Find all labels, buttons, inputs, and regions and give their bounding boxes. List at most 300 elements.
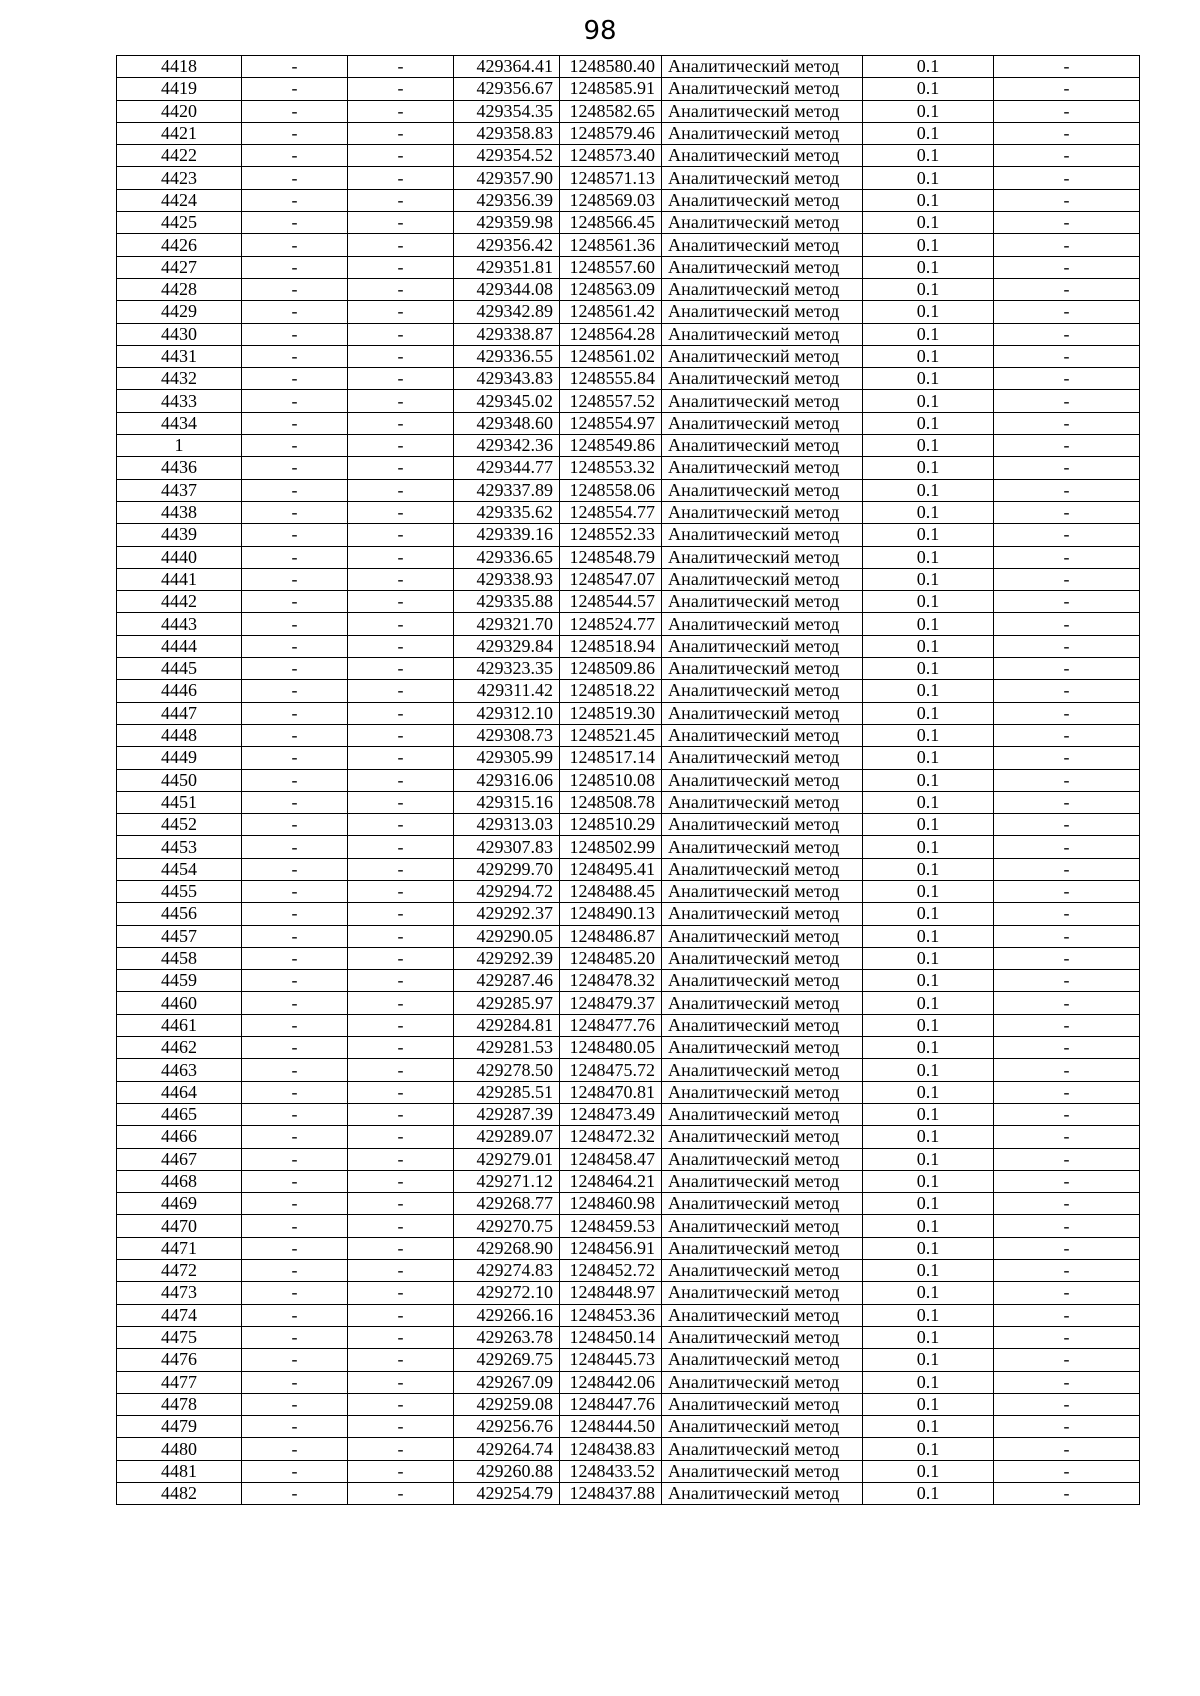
x-coordinate-cell: 429329.84 (454, 635, 560, 657)
empty-cell: - (348, 702, 454, 724)
x-coordinate-cell: 429269.75 (454, 1349, 560, 1371)
y-coordinate-cell: 1248510.29 (560, 814, 662, 836)
empty-cell: - (242, 368, 348, 390)
point-number-cell: 4468 (117, 1170, 242, 1192)
empty-cell: - (994, 947, 1140, 969)
table-row (117, 368, 1140, 390)
y-coordinate-cell: 1248561.42 (560, 301, 662, 323)
empty-cell: - (994, 1260, 1140, 1282)
empty-cell: - (242, 635, 348, 657)
y-coordinate-cell: 1248486.87 (560, 925, 662, 947)
method-cell: Аналитический метод (662, 903, 863, 925)
empty-cell: - (348, 880, 454, 902)
x-coordinate-cell: 429274.83 (454, 1260, 560, 1282)
table-row (117, 323, 1140, 345)
empty-cell: - (242, 591, 348, 613)
accuracy-cell: 0.1 (863, 412, 994, 434)
table-row (117, 390, 1140, 412)
method-cell: Аналитический метод (662, 1237, 863, 1259)
y-coordinate-cell: 1248444.50 (560, 1416, 662, 1438)
empty-cell: - (242, 546, 348, 568)
empty-cell: - (348, 501, 454, 523)
accuracy-cell: 0.1 (863, 546, 994, 568)
empty-cell: - (994, 1326, 1140, 1348)
empty-cell: - (348, 1416, 454, 1438)
method-cell: Аналитический метод (662, 1393, 863, 1415)
y-coordinate-cell: 1248478.32 (560, 970, 662, 992)
table-row (117, 1349, 1140, 1371)
accuracy-cell: 0.1 (863, 457, 994, 479)
empty-cell: - (994, 925, 1140, 947)
y-coordinate-cell: 1248548.79 (560, 546, 662, 568)
empty-cell: - (348, 122, 454, 144)
table-row (117, 1193, 1140, 1215)
x-coordinate-cell: 429335.62 (454, 501, 560, 523)
empty-cell: - (242, 1393, 348, 1415)
empty-cell: - (994, 769, 1140, 791)
y-coordinate-cell: 1248447.76 (560, 1393, 662, 1415)
x-coordinate-cell: 429285.51 (454, 1081, 560, 1103)
method-cell: Аналитический метод (662, 1148, 863, 1170)
empty-cell: - (994, 1371, 1140, 1393)
accuracy-cell: 0.1 (863, 970, 994, 992)
y-coordinate-cell: 1248524.77 (560, 613, 662, 635)
empty-cell: - (348, 1148, 454, 1170)
empty-cell: - (348, 1103, 454, 1125)
y-coordinate-cell: 1248566.45 (560, 212, 662, 234)
method-cell: Аналитический метод (662, 1126, 863, 1148)
x-coordinate-cell: 429266.16 (454, 1304, 560, 1326)
empty-cell: - (994, 390, 1140, 412)
method-cell: Аналитический метод (662, 591, 863, 613)
x-coordinate-cell: 429356.67 (454, 78, 560, 100)
empty-cell: - (242, 1483, 348, 1505)
empty-cell: - (348, 1170, 454, 1192)
x-coordinate-cell: 429268.77 (454, 1193, 560, 1215)
table-row (117, 78, 1140, 100)
table-row (117, 234, 1140, 256)
x-coordinate-cell: 429337.89 (454, 479, 560, 501)
empty-cell: - (242, 122, 348, 144)
method-cell: Аналитический метод (662, 1059, 863, 1081)
method-cell: Аналитический метод (662, 501, 863, 523)
method-cell: Аналитический метод (662, 836, 863, 858)
empty-cell: - (348, 1237, 454, 1259)
x-coordinate-cell: 429344.08 (454, 278, 560, 300)
point-number-cell: 4436 (117, 457, 242, 479)
table-row (117, 1393, 1140, 1415)
y-coordinate-cell: 1248459.53 (560, 1215, 662, 1237)
empty-cell: - (994, 724, 1140, 746)
x-coordinate-cell: 429256.76 (454, 1416, 560, 1438)
x-coordinate-cell: 429335.88 (454, 591, 560, 613)
empty-cell: - (348, 925, 454, 947)
empty-cell: - (994, 1014, 1140, 1036)
empty-cell: - (994, 323, 1140, 345)
empty-cell: - (242, 189, 348, 211)
accuracy-cell: 0.1 (863, 1014, 994, 1036)
empty-cell: - (994, 56, 1140, 78)
empty-cell: - (242, 1014, 348, 1036)
table-row (117, 1103, 1140, 1125)
accuracy-cell: 0.1 (863, 858, 994, 880)
accuracy-cell: 0.1 (863, 1260, 994, 1282)
empty-cell: - (348, 1215, 454, 1237)
empty-cell: - (348, 301, 454, 323)
point-number-cell: 4475 (117, 1326, 242, 1348)
empty-cell: - (348, 724, 454, 746)
empty-cell: - (994, 412, 1140, 434)
empty-cell: - (994, 791, 1140, 813)
page-number: 98 (583, 16, 617, 46)
point-number-cell: 4441 (117, 568, 242, 590)
y-coordinate-cell: 1248554.77 (560, 501, 662, 523)
empty-cell: - (994, 658, 1140, 680)
method-cell: Аналитический метод (662, 1260, 863, 1282)
empty-cell: - (348, 568, 454, 590)
empty-cell: - (348, 836, 454, 858)
table-row (117, 1371, 1140, 1393)
point-number-cell: 4440 (117, 546, 242, 568)
empty-cell: - (348, 278, 454, 300)
table-row (117, 970, 1140, 992)
point-number-cell: 4470 (117, 1215, 242, 1237)
x-coordinate-cell: 429308.73 (454, 724, 560, 746)
y-coordinate-cell: 1248571.13 (560, 167, 662, 189)
empty-cell: - (242, 501, 348, 523)
empty-cell: - (348, 591, 454, 613)
table-row (117, 301, 1140, 323)
empty-cell: - (348, 1483, 454, 1505)
y-coordinate-cell: 1248437.88 (560, 1483, 662, 1505)
point-number-cell: 4471 (117, 1237, 242, 1259)
empty-cell: - (242, 167, 348, 189)
y-coordinate-cell: 1248553.32 (560, 457, 662, 479)
empty-cell: - (242, 1326, 348, 1348)
method-cell: Аналитический метод (662, 1170, 863, 1192)
x-coordinate-cell: 429285.97 (454, 992, 560, 1014)
empty-cell: - (242, 1304, 348, 1326)
empty-cell: - (242, 1260, 348, 1282)
empty-cell: - (994, 1193, 1140, 1215)
empty-cell: - (242, 1460, 348, 1482)
method-cell: Аналитический метод (662, 189, 863, 211)
table-row (117, 658, 1140, 680)
accuracy-cell: 0.1 (863, 301, 994, 323)
x-coordinate-cell: 429292.37 (454, 903, 560, 925)
empty-cell: - (994, 613, 1140, 635)
y-coordinate-cell: 1248557.52 (560, 390, 662, 412)
empty-cell: - (994, 1237, 1140, 1259)
y-coordinate-cell: 1248552.33 (560, 524, 662, 546)
accuracy-cell: 0.1 (863, 1081, 994, 1103)
empty-cell: - (348, 791, 454, 813)
point-number-cell: 4450 (117, 769, 242, 791)
accuracy-cell: 0.1 (863, 1393, 994, 1415)
table-row (117, 1037, 1140, 1059)
empty-cell: - (348, 323, 454, 345)
empty-cell: - (994, 524, 1140, 546)
method-cell: Аналитический метод (662, 1483, 863, 1505)
empty-cell: - (242, 1103, 348, 1125)
empty-cell: - (348, 212, 454, 234)
method-cell: Аналитический метод (662, 1014, 863, 1036)
x-coordinate-cell: 429312.10 (454, 702, 560, 724)
y-coordinate-cell: 1248509.86 (560, 658, 662, 680)
method-cell: Аналитический метод (662, 1416, 863, 1438)
empty-cell: - (242, 301, 348, 323)
y-coordinate-cell: 1248508.78 (560, 791, 662, 813)
x-coordinate-cell: 429259.08 (454, 1393, 560, 1415)
point-number-cell: 4474 (117, 1304, 242, 1326)
x-coordinate-cell: 429356.42 (454, 234, 560, 256)
empty-cell: - (348, 747, 454, 769)
table-row (117, 747, 1140, 769)
empty-cell: - (242, 613, 348, 635)
table-row (117, 568, 1140, 590)
y-coordinate-cell: 1248549.86 (560, 435, 662, 457)
table-row (117, 947, 1140, 969)
empty-cell: - (994, 234, 1140, 256)
empty-cell: - (994, 122, 1140, 144)
y-coordinate-cell: 1248561.02 (560, 345, 662, 367)
accuracy-cell: 0.1 (863, 1282, 994, 1304)
table-row (117, 635, 1140, 657)
x-coordinate-cell: 429348.60 (454, 412, 560, 434)
x-coordinate-cell: 429315.16 (454, 791, 560, 813)
empty-cell: - (242, 724, 348, 746)
x-coordinate-cell: 429342.36 (454, 435, 560, 457)
y-coordinate-cell: 1248472.32 (560, 1126, 662, 1148)
empty-cell: - (348, 1059, 454, 1081)
table-row (117, 345, 1140, 367)
y-coordinate-cell: 1248554.97 (560, 412, 662, 434)
method-cell: Аналитический метод (662, 747, 863, 769)
table-row (117, 167, 1140, 189)
method-cell: Аналитический метод (662, 479, 863, 501)
empty-cell: - (994, 1304, 1140, 1326)
coordinates-table (116, 55, 1140, 1505)
empty-cell: - (242, 78, 348, 100)
point-number-cell: 4431 (117, 345, 242, 367)
empty-cell: - (348, 1081, 454, 1103)
point-number-cell: 4472 (117, 1260, 242, 1282)
accuracy-cell: 0.1 (863, 568, 994, 590)
y-coordinate-cell: 1248488.45 (560, 880, 662, 902)
table-row (117, 814, 1140, 836)
table-row (117, 880, 1140, 902)
empty-cell: - (348, 814, 454, 836)
x-coordinate-cell: 429338.87 (454, 323, 560, 345)
table-row (117, 56, 1140, 78)
method-cell: Аналитический метод (662, 368, 863, 390)
x-coordinate-cell: 429342.89 (454, 301, 560, 323)
method-cell: Аналитический метод (662, 1103, 863, 1125)
method-cell: Аналитический метод (662, 1037, 863, 1059)
table-row (117, 1460, 1140, 1482)
y-coordinate-cell: 1248452.72 (560, 1260, 662, 1282)
empty-cell: - (348, 1371, 454, 1393)
empty-cell: - (348, 56, 454, 78)
x-coordinate-cell: 429356.39 (454, 189, 560, 211)
empty-cell: - (348, 992, 454, 1014)
point-number-cell: 4447 (117, 702, 242, 724)
y-coordinate-cell: 1248544.57 (560, 591, 662, 613)
accuracy-cell: 0.1 (863, 635, 994, 657)
table-row (117, 1081, 1140, 1103)
accuracy-cell: 0.1 (863, 791, 994, 813)
x-coordinate-cell: 429343.83 (454, 368, 560, 390)
empty-cell: - (242, 1237, 348, 1259)
table-row (117, 1438, 1140, 1460)
accuracy-cell: 0.1 (863, 278, 994, 300)
empty-cell: - (994, 212, 1140, 234)
empty-cell: - (242, 970, 348, 992)
method-cell: Аналитический метод (662, 390, 863, 412)
empty-cell: - (994, 1126, 1140, 1148)
empty-cell: - (994, 747, 1140, 769)
accuracy-cell: 0.1 (863, 1148, 994, 1170)
point-number-cell: 4466 (117, 1126, 242, 1148)
empty-cell: - (242, 836, 348, 858)
empty-cell: - (242, 479, 348, 501)
accuracy-cell: 0.1 (863, 613, 994, 635)
accuracy-cell: 0.1 (863, 368, 994, 390)
x-coordinate-cell: 429357.90 (454, 167, 560, 189)
accuracy-cell: 0.1 (863, 145, 994, 167)
x-coordinate-cell: 429307.83 (454, 836, 560, 858)
empty-cell: - (994, 1170, 1140, 1192)
y-coordinate-cell: 1248518.94 (560, 635, 662, 657)
table-row (117, 189, 1140, 211)
accuracy-cell: 0.1 (863, 836, 994, 858)
table-row (117, 724, 1140, 746)
empty-cell: - (994, 568, 1140, 590)
x-coordinate-cell: 429339.16 (454, 524, 560, 546)
method-cell: Аналитический метод (662, 1326, 863, 1348)
empty-cell: - (242, 1371, 348, 1393)
x-coordinate-cell: 429264.74 (454, 1438, 560, 1460)
point-number-cell: 4461 (117, 1014, 242, 1036)
table-row (117, 256, 1140, 278)
empty-cell: - (242, 769, 348, 791)
point-number-cell: 4481 (117, 1460, 242, 1482)
y-coordinate-cell: 1248479.37 (560, 992, 662, 1014)
y-coordinate-cell: 1248442.06 (560, 1371, 662, 1393)
method-cell: Аналитический метод (662, 323, 863, 345)
empty-cell: - (994, 1103, 1140, 1125)
point-number-cell: 1 (117, 435, 242, 457)
point-number-cell: 4480 (117, 1438, 242, 1460)
x-coordinate-cell: 429279.01 (454, 1148, 560, 1170)
method-cell: Аналитический метод (662, 524, 863, 546)
empty-cell: - (348, 635, 454, 657)
accuracy-cell: 0.1 (863, 680, 994, 702)
point-number-cell: 4424 (117, 189, 242, 211)
x-coordinate-cell: 429278.50 (454, 1059, 560, 1081)
empty-cell: - (348, 234, 454, 256)
empty-cell: - (994, 591, 1140, 613)
empty-cell: - (348, 368, 454, 390)
empty-cell: - (242, 1193, 348, 1215)
empty-cell: - (994, 435, 1140, 457)
point-number-cell: 4454 (117, 858, 242, 880)
empty-cell: - (348, 457, 454, 479)
table-row (117, 1483, 1140, 1505)
x-coordinate-cell: 429254.79 (454, 1483, 560, 1505)
x-coordinate-cell: 429336.65 (454, 546, 560, 568)
empty-cell: - (994, 167, 1140, 189)
method-cell: Аналитический метод (662, 100, 863, 122)
accuracy-cell: 0.1 (863, 1215, 994, 1237)
empty-cell: - (348, 613, 454, 635)
empty-cell: - (348, 412, 454, 434)
empty-cell: - (348, 658, 454, 680)
point-number-cell: 4422 (117, 145, 242, 167)
accuracy-cell: 0.1 (863, 323, 994, 345)
point-number-cell: 4462 (117, 1037, 242, 1059)
y-coordinate-cell: 1248450.14 (560, 1326, 662, 1348)
empty-cell: - (994, 301, 1140, 323)
empty-cell: - (242, 702, 348, 724)
point-number-cell: 4437 (117, 479, 242, 501)
empty-cell: - (348, 1126, 454, 1148)
point-number-cell: 4460 (117, 992, 242, 1014)
x-coordinate-cell: 429290.05 (454, 925, 560, 947)
method-cell: Аналитический метод (662, 546, 863, 568)
y-coordinate-cell: 1248470.81 (560, 1081, 662, 1103)
point-number-cell: 4426 (117, 234, 242, 256)
y-coordinate-cell: 1248519.30 (560, 702, 662, 724)
accuracy-cell: 0.1 (863, 1126, 994, 1148)
accuracy-cell: 0.1 (863, 724, 994, 746)
x-coordinate-cell: 429287.46 (454, 970, 560, 992)
accuracy-cell: 0.1 (863, 100, 994, 122)
table-body (117, 56, 1140, 1505)
method-cell: Аналитический метод (662, 345, 863, 367)
y-coordinate-cell: 1248580.40 (560, 56, 662, 78)
accuracy-cell: 0.1 (863, 1371, 994, 1393)
x-coordinate-cell: 429270.75 (454, 1215, 560, 1237)
empty-cell: - (242, 1349, 348, 1371)
empty-cell: - (994, 1349, 1140, 1371)
accuracy-cell: 0.1 (863, 1438, 994, 1460)
point-number-cell: 4430 (117, 323, 242, 345)
method-cell: Аналитический метод (662, 769, 863, 791)
empty-cell: - (242, 1059, 348, 1081)
y-coordinate-cell: 1248510.08 (560, 769, 662, 791)
point-number-cell: 4455 (117, 880, 242, 902)
empty-cell: - (348, 100, 454, 122)
empty-cell: - (242, 1282, 348, 1304)
point-number-cell: 4438 (117, 501, 242, 523)
point-number-cell: 4442 (117, 591, 242, 613)
empty-cell: - (348, 1304, 454, 1326)
method-cell: Аналитический метод (662, 1282, 863, 1304)
empty-cell: - (348, 78, 454, 100)
accuracy-cell: 0.1 (863, 658, 994, 680)
point-number-cell: 4469 (117, 1193, 242, 1215)
empty-cell: - (242, 1081, 348, 1103)
method-cell: Аналитический метод (662, 680, 863, 702)
y-coordinate-cell: 1248448.97 (560, 1282, 662, 1304)
empty-cell: - (348, 145, 454, 167)
point-number-cell: 4445 (117, 658, 242, 680)
empty-cell: - (994, 880, 1140, 902)
empty-cell: - (994, 992, 1140, 1014)
empty-cell: - (348, 970, 454, 992)
point-number-cell: 4478 (117, 1393, 242, 1415)
